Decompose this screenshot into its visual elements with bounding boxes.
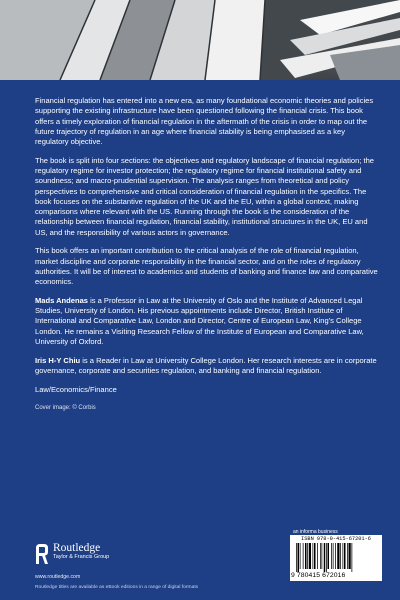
barcode-bar <box>335 543 336 569</box>
ebook-footer-note: Routledge titles are available as eBook editions in a range of digital formats <box>35 585 199 590</box>
author-name-2: Iris H-Y Chiu <box>35 355 81 365</box>
barcode-bar <box>340 543 341 569</box>
barcode-bar <box>313 543 314 569</box>
barcode-bar <box>317 543 318 569</box>
barcode-bar <box>320 543 321 569</box>
barcode-bar <box>314 543 316 569</box>
barcode-panel <box>290 535 382 581</box>
cover-image-credit: Cover image: © Corbis <box>35 405 96 412</box>
barcode-bar <box>349 543 351 569</box>
cover-photo <box>0 0 400 80</box>
barcode-bar <box>333 543 334 569</box>
publisher-url: www.routledge.com <box>35 574 81 580</box>
barcode-bar <box>300 543 301 569</box>
barcode-bar <box>331 543 332 569</box>
subject-categories: Law/Economics/Finance <box>35 384 117 394</box>
routledge-logo-icon <box>35 543 49 565</box>
author-bio-2 <box>35 356 380 377</box>
barcode-bar <box>305 543 307 569</box>
publisher-logo <box>35 542 175 572</box>
barcode-bar <box>326 543 327 572</box>
barcode-bar <box>352 543 353 572</box>
publisher-group: Taylor & Francis Group <box>53 554 110 560</box>
barcode-bar <box>303 543 304 569</box>
barcode-bar <box>298 543 300 572</box>
author-bio-2-text: is a Reader in Law at University College London. Her research interests are in corporate governance, corporate and securities regulation, and banking and financial regulation. <box>35 355 377 375</box>
barcode-bar <box>307 543 308 569</box>
back-cover-blurb <box>35 96 380 422</box>
barcode-bar <box>347 543 348 569</box>
barcode-bar <box>324 543 326 572</box>
blurb-paragraph-2: The book is split into four sections: the objectives and regulatory landscape of financial regulation; the regulatory regime for investor protection; the regulatory regime for financial institutional safety and soundness; and macro-prudential supervision. The analysis ranges from theoretical and policy perspectives to comprehensive and critical consideration of financial regulation in the specifics. The book focuses on the substantive regulation of the UK and the EU, within a global context, making comparisons where relevant with the US. Running through the book is the consideration of the relationship between financial regulation, financial stability, institutional structures in the UK, EU and US, and the responsibility of various actors in governance. <box>35 155 374 237</box>
blurb-paragraph-1: Financial regulation has entered into a new era, as many foundational economic theories and policies supporting the existing infrastructure have been questioned following the financial crisis. This book offers a timely exploration of financial regulation in the aftermath of the crisis in order to map out the future trajectory of regulation in an age where financial stability is being emphasised as a key regulatory objective. <box>35 96 374 146</box>
barcode-bar <box>309 543 311 569</box>
barcode-bar <box>296 543 297 572</box>
blurb-paragraph-3: This book offers an important contribution to the critical analysis of the role of financial regulation, market discipline and corporate responsibility in the financial sector, and on the roles of regulatory authorities. It will be of interest to academics and students of banking and finance law and comparative economics. <box>35 246 378 286</box>
barcode-bar <box>328 543 330 569</box>
barcode-icon <box>296 543 376 572</box>
barcode-bar <box>322 543 323 569</box>
informa-tagline: an informa business <box>293 529 338 535</box>
barcode-bar <box>343 543 344 569</box>
isbn-number: ISBN 978-0-415-67201-6 <box>301 536 371 542</box>
barcode-bar <box>337 543 339 569</box>
publisher-name: Routledge <box>53 542 101 554</box>
ean-digits: 9 780415 672016 <box>291 572 346 579</box>
author-bio-1-text: is a Professor in Law at the University of Oslo and the Institute of Advanced Legal Studies, University of London. His previous appointments include Director, British Institute of International and Comparative Law, London and Director, Centre of European Law, King's College London. He remains a Visiting Research Fellow of the Institute of European and Comparative Law, University of Oxford. <box>35 295 364 346</box>
author-name-1: Mads Andenas <box>35 295 88 305</box>
author-bio-1 <box>35 296 380 347</box>
barcode-bar <box>344 543 346 569</box>
